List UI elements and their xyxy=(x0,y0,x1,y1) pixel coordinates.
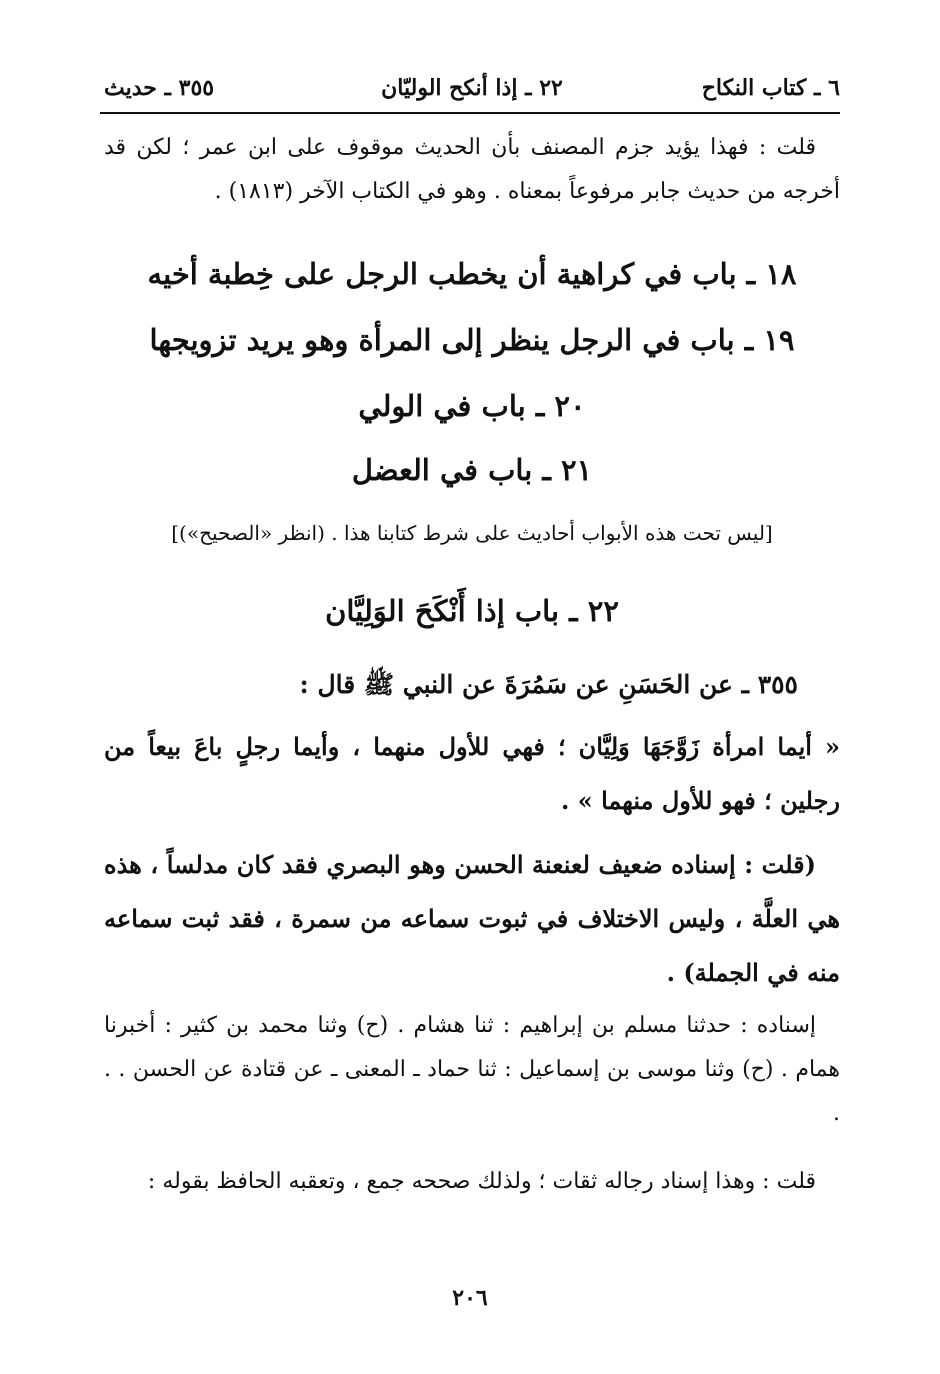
header-divider xyxy=(100,112,840,114)
chapter-title-20: ٢٠ ـ باب في الولي xyxy=(358,389,586,423)
chapter-title-22: ٢٢ ـ باب إذا أَنْكَحَ الوَلِيَّان xyxy=(325,594,619,628)
running-header xyxy=(104,68,840,108)
intro-paragraph: قلت : فهذا يؤيد جزم المصنف بأن الحديث موقوف على ابن عمر ؛ لكن قد أخرجه من حديث جابر مرفوعاً بمعناه . وهو في الكتاب الآخر (١٨١٣) . xyxy=(104,135,840,204)
chapter-title-18: ١٨ ـ باب في كراهية أن يخطب الرجل على خِطبة أخيه xyxy=(147,257,797,291)
closing-paragraph: قلت : وهذا إسناد رجاله ثقات ؛ ولذلك صححه جمع ، وتعقبه الحافظ بقوله : xyxy=(147,1169,816,1194)
header-chapter: ٦ ـ كتاب النكاح xyxy=(701,75,840,101)
editor-note: [ليس تحت هذه الأبواب أحاديث على شرط كتابنا هذا . (انظر «الصحيح»)] xyxy=(171,521,773,545)
hadith-intro: ٣٥٥ ـ عن الحَسَنِ عن سَمُرَةَ عن النبي ﷺ قال : xyxy=(299,670,798,699)
hadith-text: « أيما امرأة زَوَّجَهَا وَلِيَّان ؛ فهي للأول منهما ، وأيما رجلٍ باعَ بيعاً من رجلين ؛ فهو للأول منهما » . xyxy=(104,732,841,815)
header-hadith-ref: ٣٥٥ ـ حديث xyxy=(104,75,215,101)
chapter-title-21: ٢١ ـ باب في العضل xyxy=(351,453,593,487)
header-section: ٢٢ ـ إذا أنكح الوليّان xyxy=(381,75,563,101)
page-number: ٢٠٦ xyxy=(452,1285,488,1311)
hadith-grading: (قلت : إسناده ضعيف لعنعنة الحسن وهو البصري فقد كان مدلساً ، هذه هي العلَّة ، وليس الاختلاف في ثبوت سماعه من سمرة ، فقد ثبت سماعه منه في الجملة) . xyxy=(104,850,840,987)
isnad-paragraph: إسناده : حدثنا مسلم بن إبراهيم : ثنا هشام . (ح) وثنا محمد بن كثير : أخبرنا همام . (ح) وثنا موسى بن إسماعيل : ثنا حماد ـ المعنى ـ عن قتادة عن الحسن . . . xyxy=(104,1013,840,1126)
chapter-title-19: ١٩ ـ باب في الرجل ينظر إلى المرأة وهو يريد تزويجها xyxy=(149,323,795,357)
